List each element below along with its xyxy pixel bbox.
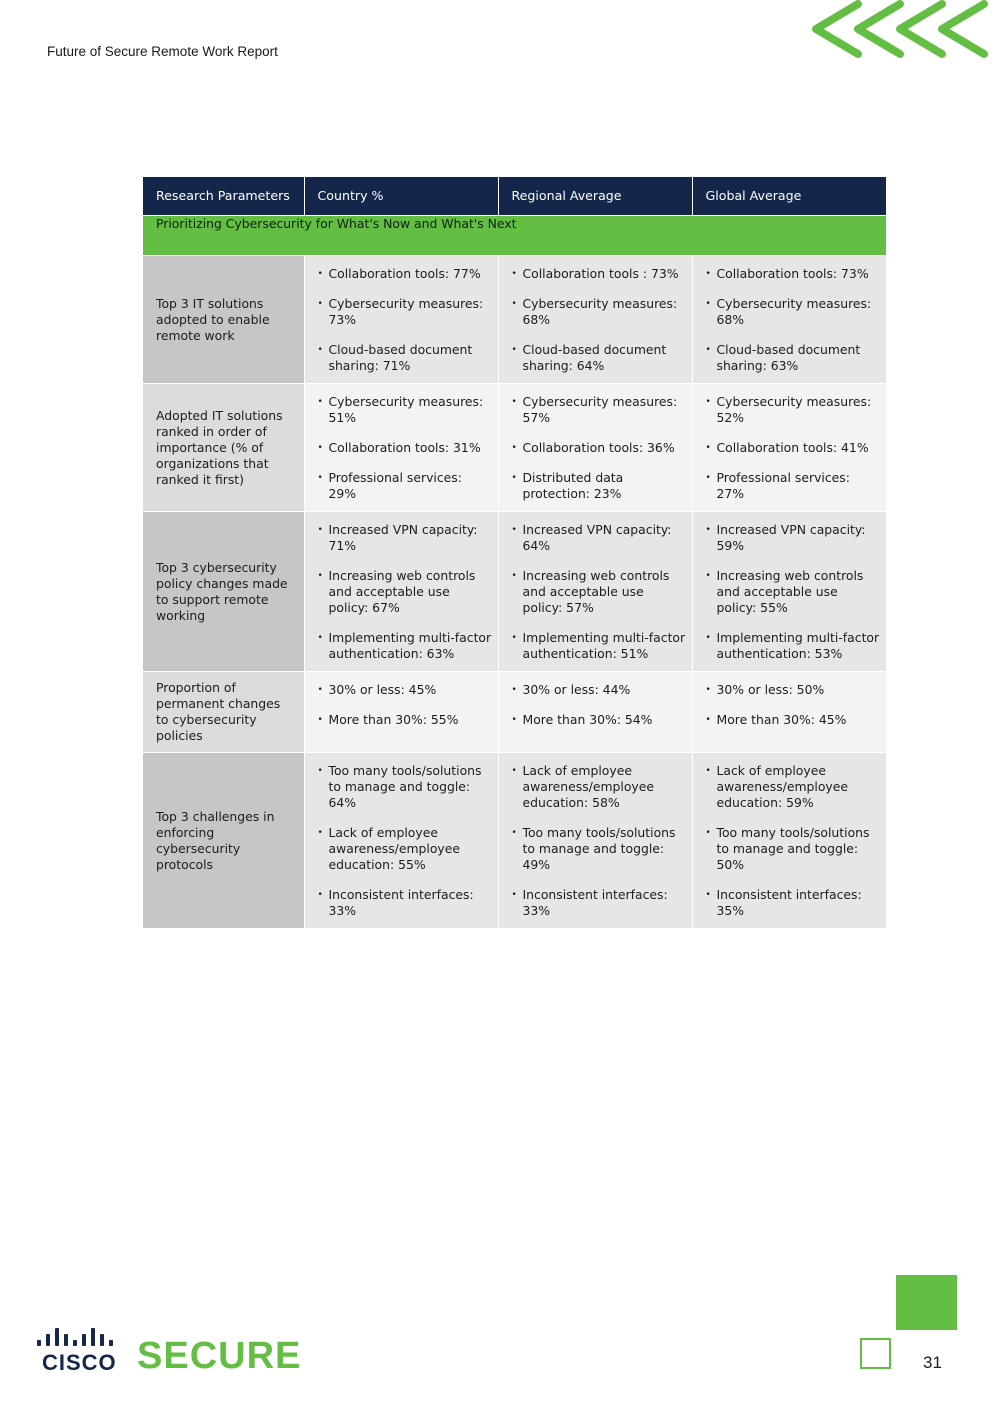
- list-item: • Inconsistent interfaces: 33%: [318, 887, 492, 919]
- column-header-parameters: Research Parameters: [143, 177, 304, 216]
- secure-wordmark: SECURE: [137, 1335, 302, 1377]
- cisco-wordmark: CISCO: [42, 1350, 117, 1375]
- list-item: • Collaboration tools: 41%: [706, 440, 881, 456]
- global-cell: [692, 384, 886, 512]
- list-item: • Implementing multi-factor authentication: 51%: [512, 630, 686, 662]
- list-item: • Professional services: 29%: [318, 470, 492, 502]
- list-item: • 30% or less: 44%: [512, 682, 686, 698]
- list-item: • More than 30%: 45%: [706, 712, 881, 728]
- list-item: • More than 30%: 55%: [318, 712, 492, 728]
- cisco-bars-icon: [35, 1326, 119, 1346]
- country-cell: [304, 384, 498, 512]
- list-item: • Cybersecurity measures: 68%: [706, 296, 881, 328]
- table-row: [143, 753, 886, 929]
- global-cell: [692, 753, 886, 929]
- table-row: [143, 256, 886, 384]
- list-item: • Lack of employee awareness/employee education: 58%: [512, 763, 686, 811]
- table-header-row: [143, 177, 886, 216]
- row-parameter: Adopted IT solutions ranked in order of importance (% of organizations that ranked it first): [143, 384, 304, 512]
- list-item: • Too many tools/solutions to manage and toggle: 64%: [318, 763, 492, 811]
- list-item: • Increasing web controls and acceptable use policy: 57%: [512, 568, 686, 616]
- regional-cell: [498, 256, 692, 384]
- list-item: • Lack of employee awareness/employee education: 55%: [318, 825, 492, 873]
- column-header-regional: Regional Average: [498, 177, 692, 216]
- list-item: • Inconsistent interfaces: 35%: [706, 887, 881, 919]
- outline-square-decoration: [860, 1338, 891, 1369]
- list-item: • Distributed data protection: 23%: [512, 470, 686, 502]
- column-header-country: Country %: [304, 177, 498, 216]
- section-title: Prioritizing Cybersecurity for What's Now and What's Next: [143, 216, 886, 256]
- list-item: • Collaboration tools: 31%: [318, 440, 492, 456]
- global-cell: [692, 512, 886, 672]
- section-row: [143, 216, 886, 256]
- list-item: • Inconsistent interfaces: 33%: [512, 887, 686, 919]
- row-parameter: Proportion of permanent changes to cybersecurity policies: [143, 672, 304, 753]
- list-item: • Increased VPN capacity: 59%: [706, 522, 881, 554]
- column-header-global: Global Average: [692, 177, 886, 216]
- list-item: • Implementing multi-factor authentication: 63%: [318, 630, 492, 662]
- report-title: Future of Secure Remote Work Report: [47, 44, 278, 59]
- regional-cell: [498, 384, 692, 512]
- row-parameter: Top 3 IT solutions adopted to enable remote work: [143, 256, 304, 384]
- regional-cell: [498, 672, 692, 753]
- cisco-logo: [35, 1326, 125, 1376]
- list-item: • Cybersecurity measures: 51%: [318, 394, 492, 426]
- page-number: 31: [923, 1353, 942, 1372]
- global-cell: [692, 256, 886, 384]
- list-item: • Too many tools/solutions to manage and toggle: 49%: [512, 825, 686, 873]
- list-item: • 30% or less: 45%: [318, 682, 492, 698]
- list-item: • Too many tools/solutions to manage and toggle: 50%: [706, 825, 881, 873]
- regional-cell: [498, 753, 692, 929]
- row-parameter: Top 3 cybersecurity policy changes made to support remote working: [143, 512, 304, 672]
- list-item: • Cybersecurity measures: 68%: [512, 296, 686, 328]
- row-parameter: Top 3 challenges in enforcing cybersecurity protocols: [143, 753, 304, 929]
- list-item: • Cloud-based document sharing: 64%: [512, 342, 686, 374]
- regional-cell: [498, 512, 692, 672]
- list-item: • Collaboration tools: 73%: [706, 266, 881, 282]
- list-item: • Cloud-based document sharing: 63%: [706, 342, 881, 374]
- list-item: • Professional services: 27%: [706, 470, 881, 502]
- list-item: • Increased VPN capacity: 64%: [512, 522, 686, 554]
- country-cell: [304, 753, 498, 929]
- table-row: [143, 512, 886, 672]
- table-row: [143, 672, 886, 753]
- list-item: • Increasing web controls and acceptable use policy: 55%: [706, 568, 881, 616]
- list-item: • Cybersecurity measures: 73%: [318, 296, 492, 328]
- green-square-decoration: [896, 1275, 957, 1330]
- list-item: • Increased VPN capacity: 71%: [318, 522, 492, 554]
- country-cell: [304, 512, 498, 672]
- list-item: • 30% or less: 50%: [706, 682, 881, 698]
- country-cell: [304, 256, 498, 384]
- country-cell: [304, 672, 498, 753]
- list-item: • Cybersecurity measures: 52%: [706, 394, 881, 426]
- list-item: • Collaboration tools: 77%: [318, 266, 492, 282]
- research-table: [143, 177, 886, 928]
- chevron-decoration-icon: [800, 0, 992, 62]
- list-item: • Cloud-based document sharing: 71%: [318, 342, 492, 374]
- list-item: • Implementing multi-factor authentication: 53%: [706, 630, 881, 662]
- list-item: • Lack of employee awareness/employee education: 59%: [706, 763, 881, 811]
- global-cell: [692, 672, 886, 753]
- list-item: • Collaboration tools : 73%: [512, 266, 686, 282]
- list-item: • Increasing web controls and acceptable use policy: 67%: [318, 568, 492, 616]
- list-item: • More than 30%: 54%: [512, 712, 686, 728]
- table-row: [143, 384, 886, 512]
- list-item: • Cybersecurity measures: 57%: [512, 394, 686, 426]
- list-item: • Collaboration tools: 36%: [512, 440, 686, 456]
